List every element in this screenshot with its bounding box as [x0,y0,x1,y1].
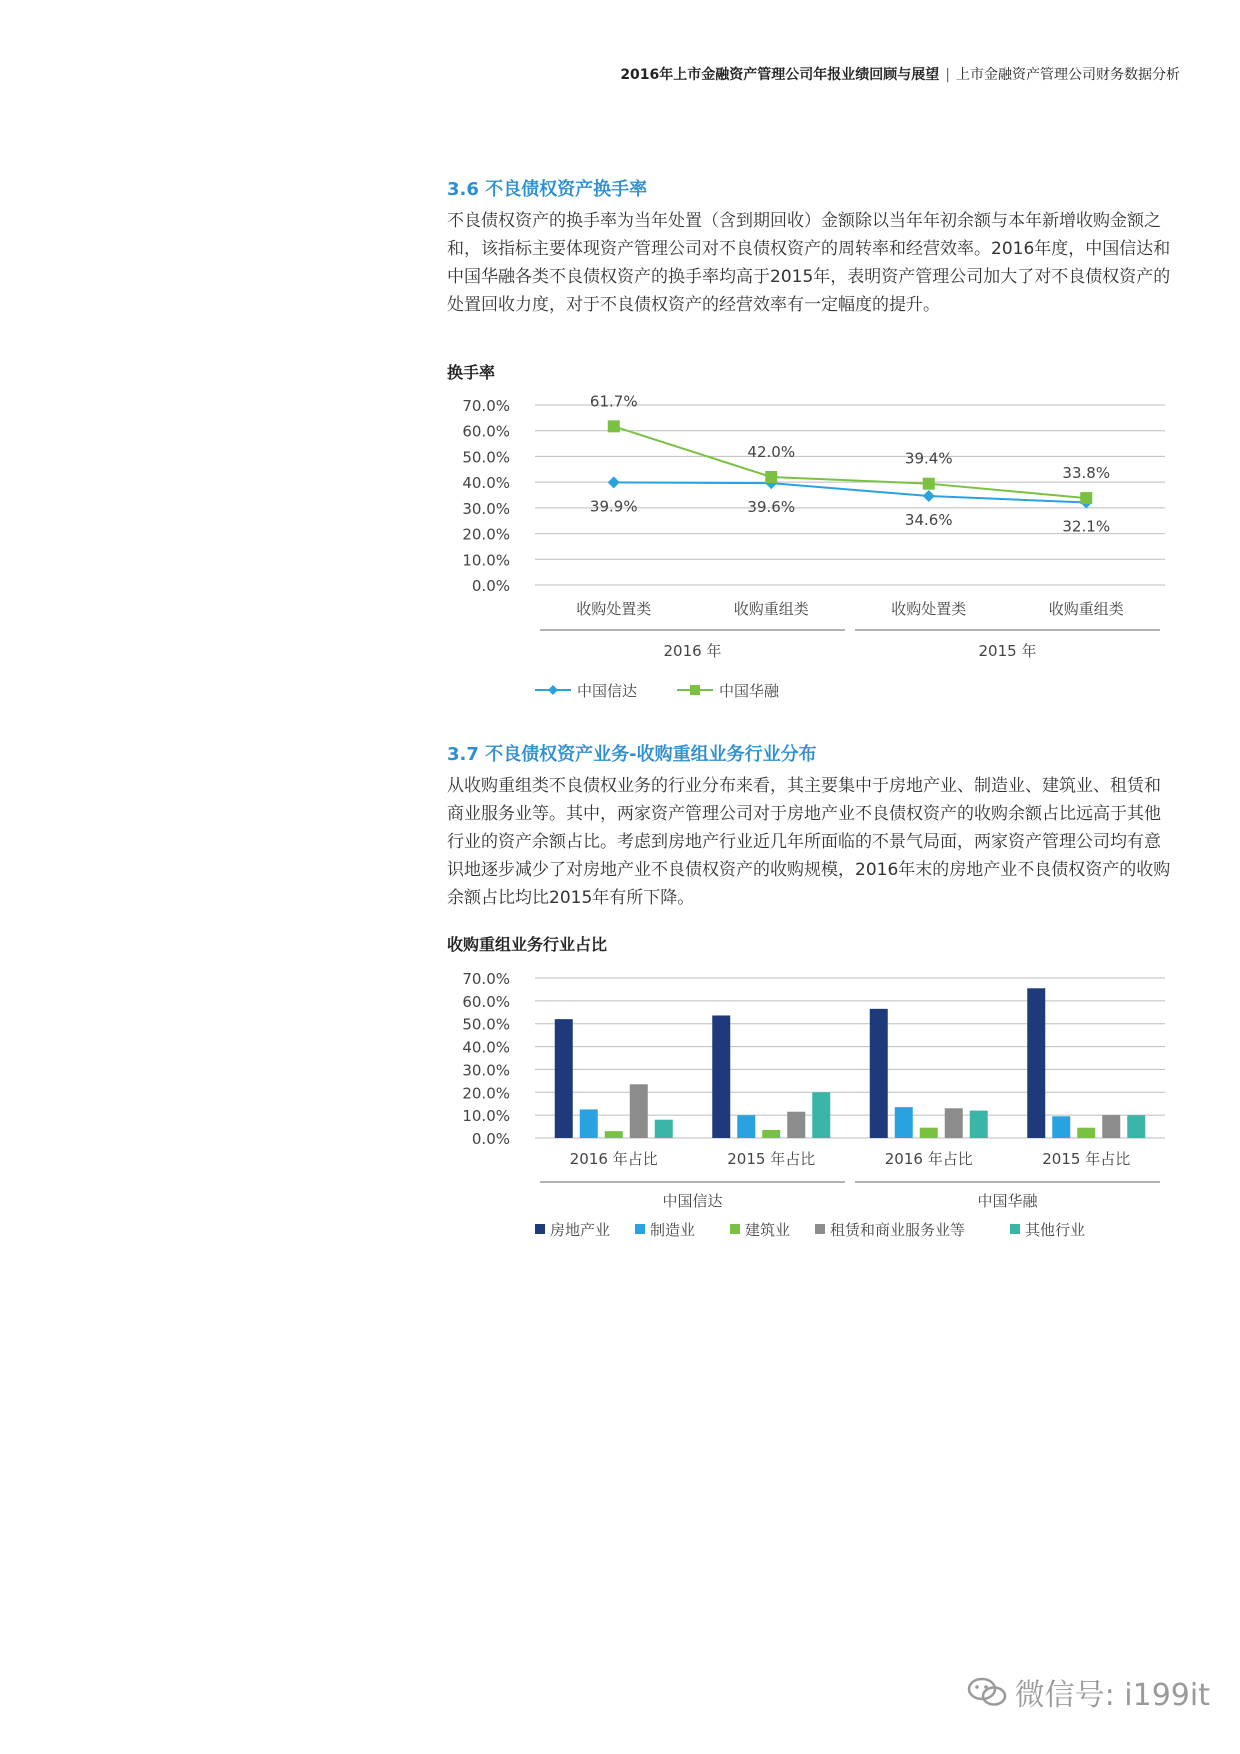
bar-房地产业 [712,1015,730,1138]
x-tick-label: 2016 年占比 [884,1150,973,1168]
y-tick-label: 30.0% [462,1061,510,1080]
header-separator: | [945,67,950,83]
watermark [967,1670,1210,1714]
legend-label: 建筑业 [745,1221,791,1239]
y-tick-label: 70.0% [462,397,510,415]
series-line-中国华融 [614,426,1087,498]
bar-租赁和商业服务业等 [945,1108,963,1138]
x-tick-label: 收购处置类 [891,600,967,618]
x-tick-label: 收购重组类 [733,600,809,618]
y-tick-label: 20.0% [462,525,510,544]
group-label: 中国信达 [662,1192,723,1210]
bar-房地产业 [555,1019,573,1138]
data-label: 61.7% [589,392,638,411]
turnover-chart-title: 换手率 [447,363,496,382]
y-tick-label: 40.0% [462,474,510,493]
section-3-7-body: 从收购重组类不良债权业务的行业分布来看，其主要集中于房地产业、制造业、建筑业、租赁和商业服务业等。其中，两家资产管理公司对于房地产业不良债权资产的收购余额占比远高于其他行业的资产余额占比。考虑到房地产行业近几年所面临的不景气局面，两家资产管理公司均有意识地逐步减少了对房地产业不良债权资产的收购规模，2016年末的房地产业不良债权资产的收购余额占比均比2015年有所下降。 [447,776,1171,908]
legend-label: 租赁和商业服务业等 [830,1221,966,1239]
bar-房地产业 [870,1009,888,1138]
bar-制造业 [1052,1116,1070,1138]
data-point [923,478,935,490]
bar-制造业 [580,1109,598,1138]
legend-label: 房地产业 [550,1221,611,1239]
legend-label: 中国信达 [577,682,638,700]
section-3-7 [447,740,1177,912]
page-header [620,64,1180,84]
y-tick-label: 60.0% [462,992,510,1011]
bar-建筑业 [1077,1128,1095,1138]
section-3-6-body: 不良债权资产的换手率为当年处置（含到期回收）金额除以当年年初余额与本年新增收购金额之和，该指标主要体现资产管理公司对不良债权资产的周转率和经营效率。2016年度，中国信达和中国华融各类不良债权资产的换手率均高于2015年，表明资产管理公司加大了对不良债权资产的处置回收力度，对于不良债权资产的经营效率有一定幅度的提升。 [447,211,1171,315]
x-tick-label: 收购重组类 [1048,600,1124,618]
y-tick-label: 40.0% [462,1038,510,1057]
bar-房地产业 [1027,988,1045,1138]
x-tick-label: 2016 年占比 [569,1150,658,1168]
watermark-text: 微信号: i199it [1014,1678,1210,1713]
legend-swatch [815,1224,825,1234]
y-tick-label: 20.0% [462,1084,510,1103]
data-label: 34.6% [904,511,953,530]
y-tick-label: 10.0% [462,551,510,570]
y-tick-label: 10.0% [462,1107,510,1126]
legend-label: 制造业 [650,1221,696,1239]
bar-其他行业 [1127,1115,1145,1138]
legend-marker [548,685,558,695]
bar-租赁和商业服务业等 [787,1112,805,1138]
data-point [1080,492,1092,504]
group-label: 中国华融 [977,1192,1038,1210]
industry-bar-chart [440,958,1180,1278]
data-label: 33.8% [1062,464,1111,483]
legend-label: 中国华融 [719,682,780,700]
bar-租赁和商业服务业等 [1102,1115,1120,1138]
legend-swatch [535,1224,545,1234]
y-tick-label: 50.0% [462,448,510,467]
bar-建筑业 [920,1128,938,1138]
data-label: 39.6% [747,498,796,517]
data-point [608,476,620,488]
x-tick-label: 2015 年占比 [1042,1150,1131,1168]
legend-swatch [635,1224,645,1234]
industry-chart-title: 收购重组业务行业占比 [447,935,608,954]
group-label: 2016 年 [663,642,722,660]
header-section-title: 上市金融资产管理公司财务数据分析 [956,67,1180,83]
y-tick-label: 30.0% [462,499,510,518]
section-3-6-title: 3.6 不良债权资产换手率 [447,179,648,200]
y-tick-label: 0.0% [471,1130,510,1148]
data-label: 42.0% [747,443,796,461]
data-point [923,490,935,502]
data-label: 32.1% [1062,517,1111,536]
legend-swatch [730,1224,740,1234]
wechat-icon [967,1677,1007,1707]
bar-其他行业 [812,1092,830,1138]
bar-制造业 [737,1115,755,1138]
y-tick-label: 70.0% [462,970,510,988]
legend-label: 其他行业 [1025,1221,1086,1239]
x-tick-label: 2015 年占比 [727,1150,816,1168]
bar-租赁和商业服务业等 [630,1084,648,1138]
bar-建筑业 [762,1130,780,1138]
section-3-7-title: 3.7 不良债权资产业务-收购重组业务行业分布 [447,744,817,765]
data-label: 39.4% [904,449,953,468]
turnover-line-chart [440,385,1180,705]
legend-marker [690,685,700,695]
bar-其他行业 [655,1120,673,1138]
header-report-title: 2016年上市金融资产管理公司年报业绩回顾与展望 [620,67,940,83]
bar-制造业 [895,1107,913,1138]
group-label: 2015 年 [978,642,1037,660]
bar-建筑业 [605,1131,623,1138]
x-tick-label: 收购处置类 [576,600,652,618]
y-tick-label: 50.0% [462,1015,510,1034]
data-label: 39.9% [589,497,638,516]
legend-swatch [1010,1224,1020,1234]
bar-其他行业 [970,1111,988,1138]
data-point [608,420,620,432]
data-point [765,471,777,483]
section-3-6 [447,175,1177,319]
y-tick-label: 0.0% [471,577,510,595]
y-tick-label: 60.0% [462,422,510,441]
